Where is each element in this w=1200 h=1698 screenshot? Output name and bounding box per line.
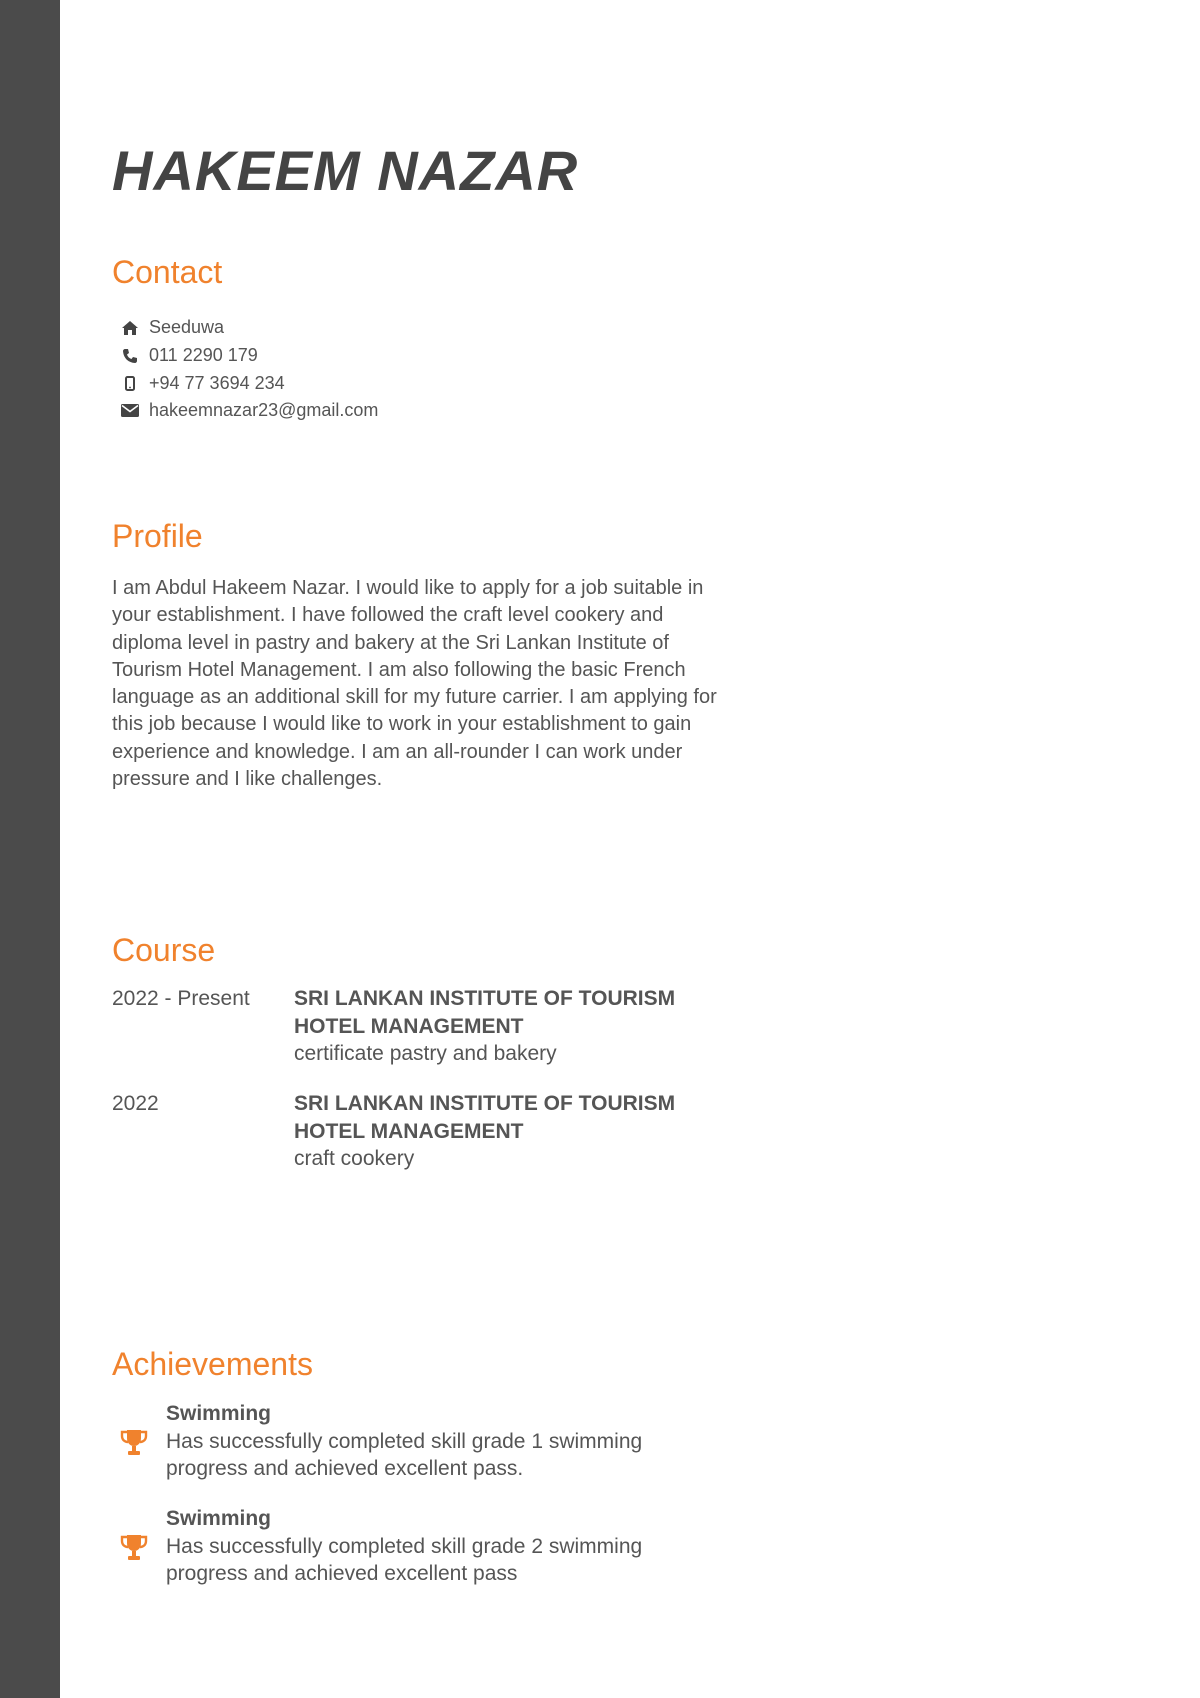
- contact-item-email: [120, 397, 378, 425]
- trophy-icon: [120, 1428, 148, 1458]
- course-year: 2022 - Present: [112, 987, 250, 1010]
- achievements-heading: Achievements: [112, 1346, 313, 1382]
- envelope-icon: [120, 401, 140, 421]
- resume-name: HAKEEM NAZAR: [112, 139, 579, 202]
- course-description: certificate pastry and bakery: [294, 1042, 557, 1065]
- course-description: craft cookery: [294, 1147, 415, 1170]
- contact-item-address: [120, 314, 378, 342]
- achievement-title: Swimming: [166, 1402, 272, 1425]
- achievement-details: [166, 1505, 726, 1588]
- contact-item-phone: [120, 342, 378, 370]
- achievement-description: Has successfully completed skill grade 1 swimming progress and achieved excellent pass.: [166, 1429, 643, 1480]
- course-school: SRI LANKAN INSTITUTE OF TOURISM HOTEL MANAGEMENT: [294, 987, 676, 1038]
- contact-list: [120, 314, 378, 425]
- profile-paragraph: I am Abdul Hakeem Nazar. I would like to apply for a job suitable in your establishment. I have followed the craft level cookery and diploma level in pastry and bakery at the Sri Lankan Institute of Tourism Hotel Management. I am also following the basic French language as an additional skill for my future carrier. I am applying for this job because I would like to work in your establishment to gain experience and knowledge. I am an all-rounder I can work under pressure and I like challenges.: [112, 577, 717, 791]
- contact-heading: Contact: [112, 254, 223, 290]
- home-icon: [120, 318, 140, 338]
- profile-heading: Profile: [112, 518, 203, 554]
- course-year: 2022: [112, 1092, 159, 1115]
- achievement-details: [166, 1400, 726, 1483]
- contact-address-text: Seeduwa: [149, 317, 225, 338]
- achievement-title: Swimming: [166, 1507, 272, 1530]
- course-details: [294, 985, 734, 1068]
- contact-item-mobile: [120, 369, 378, 397]
- trophy-icon: [120, 1533, 148, 1563]
- contact-email-text: hakeemnazar23@gmail.com: [149, 400, 379, 421]
- course-details: [294, 1090, 734, 1173]
- course-school: SRI LANKAN INSTITUTE OF TOURISM HOTEL MANAGEMENT: [294, 1092, 676, 1143]
- achievement-description: Has successfully completed skill grade 2 swimming progress and achieved excellent pass: [166, 1534, 643, 1585]
- phone-icon: [120, 346, 140, 366]
- contact-phone-text: 011 2290 179: [149, 345, 258, 366]
- course-heading: Course: [112, 932, 216, 968]
- mobile-icon: [120, 373, 140, 393]
- contact-mobile-text: +94 77 3694 234: [149, 372, 285, 393]
- left-sidebar-bar: [0, 0, 60, 1698]
